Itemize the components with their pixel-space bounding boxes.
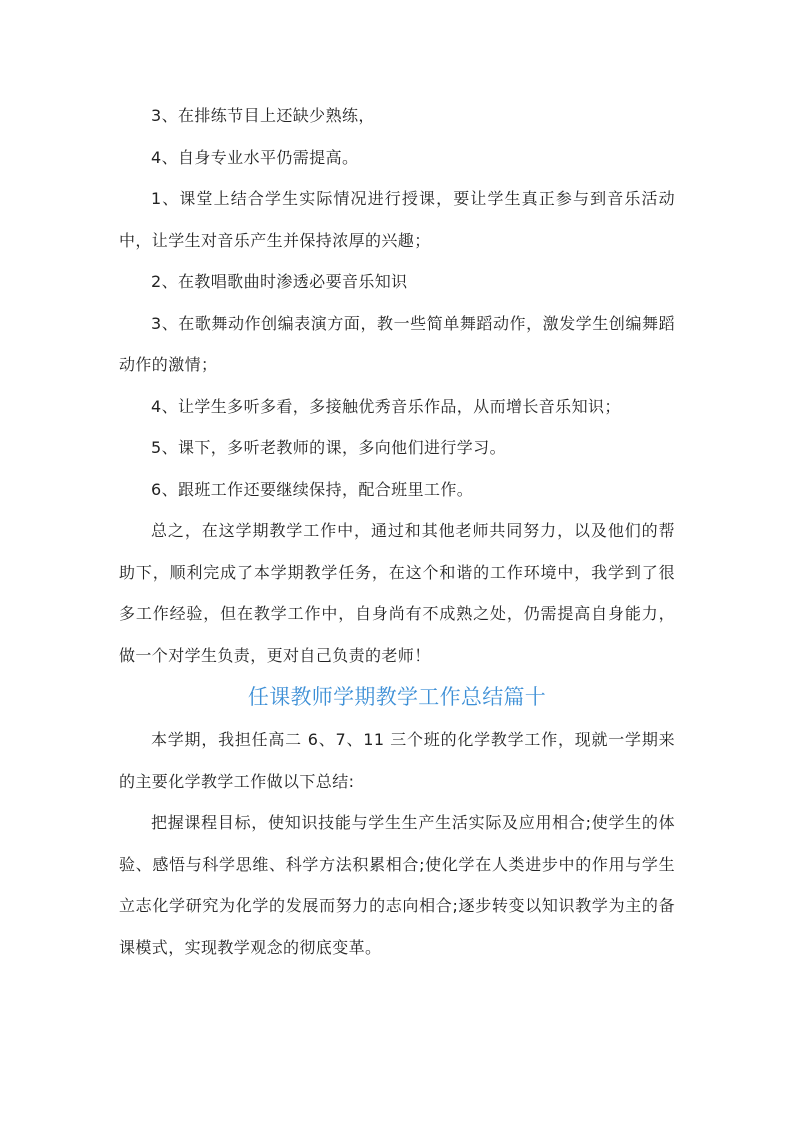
paragraph-dance-creation: 3、在歌舞动作创编表演方面，教一些简单舞蹈动作，激发学生创编舞蹈动作的激情； [119,313,675,374]
paragraph-rehearsal-skill: 3、在排练节目上还缺少熟练， [151,106,375,125]
paragraph-semester-intro: 本学期，我担任高二 6、7、11 三个班的化学教学工作，现就一学期来的主要化学教学工作做以下总结: [119,730,675,791]
paragraph-professional-level: 4、自身专业水平仍需提高。 [151,147,359,167]
paragraph-music-knowledge: 2、在教唱歌曲时渗透必要音乐知识 [151,272,408,291]
paragraph-listen-more: 4、让学生多听多看，多接触优秀音乐作品，从而增长音乐知识； [151,396,621,416]
document-page [119,95,675,968]
paragraph-classroom-teaching: 1、课堂上结合学生实际情况进行授课，要让学生真正参与到音乐活动中，让学生对音乐产生并保持浓厚的兴趣； [119,189,675,250]
paragraph-course-goals: 把握课程目标，使知识技能与学生生产生活实际及应用相合;使学生的体验、感悟与科学思维、科学方法积累相合;使化学在人类进步中的作用与学生立志化学研究为化学的发展而努力的志向相合;逐步转变以知识教学为主的备课模式，实现教学观念的彻底变革。 [119,813,675,957]
paragraph-class-work: 6、跟班工作还要继续保持，配合班里工作。 [151,479,474,499]
section-heading: 任课教师学期教学工作总结篇十 [247,685,547,709]
paragraph-conclusion: 总之，在这学期教学工作中，通过和其他老师共同努力，以及他们的帮助下，顺利完成了本学期教学任务，在这个和谐的工作环境中，我学到了很多工作经验，但在教学工作中，自身尚有不成熟之处，仍需提高自身能力，做一个对学生负责，更对自己负责的老师！ [119,521,675,665]
paragraph-learn-from-teachers: 5、课下，多听老教师的课，多向他们进行学习。 [151,438,506,457]
